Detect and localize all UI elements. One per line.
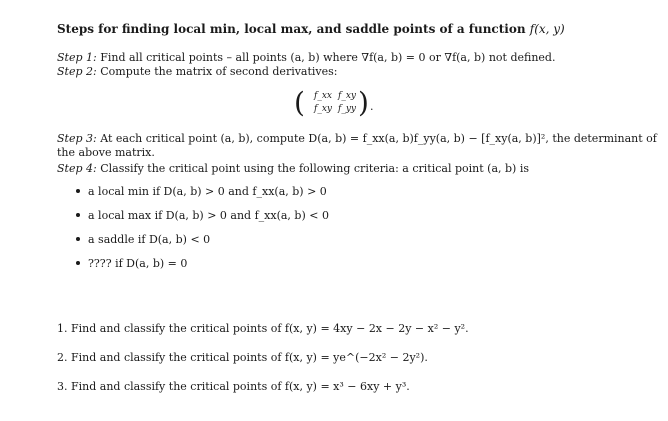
step-2-label: Step 2: — [57, 65, 97, 78]
step-4-label: Step 4: — [57, 162, 97, 175]
step-1-text: Find all critical points – all points (a, b) where ∇f(a, b) = 0 or ∇f(a, b) not defined. — [100, 51, 556, 64]
bullet-icon — [76, 237, 80, 241]
criterion-local-min — [76, 185, 327, 199]
problem-2: 2. Find and classify the critical points of f(x, y) = ye^(−2x² − 2y²). — [57, 351, 428, 364]
matrix-period: . — [370, 100, 374, 113]
hessian-matrix — [294, 88, 374, 118]
title-function: f(x, y) — [529, 22, 565, 36]
criterion-text: a saddle if D(a, b) < 0 — [88, 233, 211, 246]
step-4 — [57, 162, 529, 176]
criterion-text: a local min if D(a, b) > 0 and f_xx(a, b) > 0 — [88, 185, 327, 198]
document-title — [57, 22, 565, 37]
step-3 — [57, 132, 657, 146]
problem-1: 1. Find and classify the critical points of f(x, y) = 4xy − 2x − 2y − x² − y². — [57, 322, 469, 335]
criterion-text: ???? if D(a, b) = 0 — [88, 257, 188, 270]
criterion-local-max — [76, 209, 329, 223]
step-2 — [57, 65, 338, 79]
step-4-text: Classify the critical point using the following criteria: a critical point (a, b) is — [100, 162, 529, 175]
matrix-cell-fxy-bottom: f_xy — [314, 104, 332, 114]
right-paren: ) — [358, 86, 369, 119]
step-1 — [57, 51, 555, 65]
step-3-continued: the above matrix. — [57, 146, 155, 159]
matrix-cell-fxx: f_xx — [314, 91, 332, 101]
step-1-label: Step 1: — [57, 51, 97, 64]
criterion-text: a local max if D(a, b) > 0 and f_xx(a, b) < 0 — [88, 209, 329, 222]
matrix-cell-fxy-top: f_xy — [338, 91, 356, 101]
step-3-label: Step 3: — [57, 132, 97, 145]
bullet-icon — [76, 261, 80, 265]
step-2-text: Compute the matrix of second derivatives: — [100, 65, 338, 78]
bullet-icon — [76, 189, 80, 193]
matrix-cell-fyy: f_yy — [338, 104, 356, 114]
criterion-undetermined — [76, 257, 187, 271]
title-text: Steps for finding local min, local max, and saddle points of a function — [57, 22, 526, 36]
bullet-icon — [76, 213, 80, 217]
criterion-saddle — [76, 233, 210, 247]
step-3-text-a: At each critical point (a, b), compute D(a, b) = f_xx(a, b)f_yy(a, b) − [f_xy(a, b)]², the determinant of — [100, 132, 657, 145]
problem-3: 3. Find and classify the critical points of f(x, y) = x³ − 6xy + y³. — [57, 380, 410, 393]
left-paren: ( — [294, 86, 305, 119]
